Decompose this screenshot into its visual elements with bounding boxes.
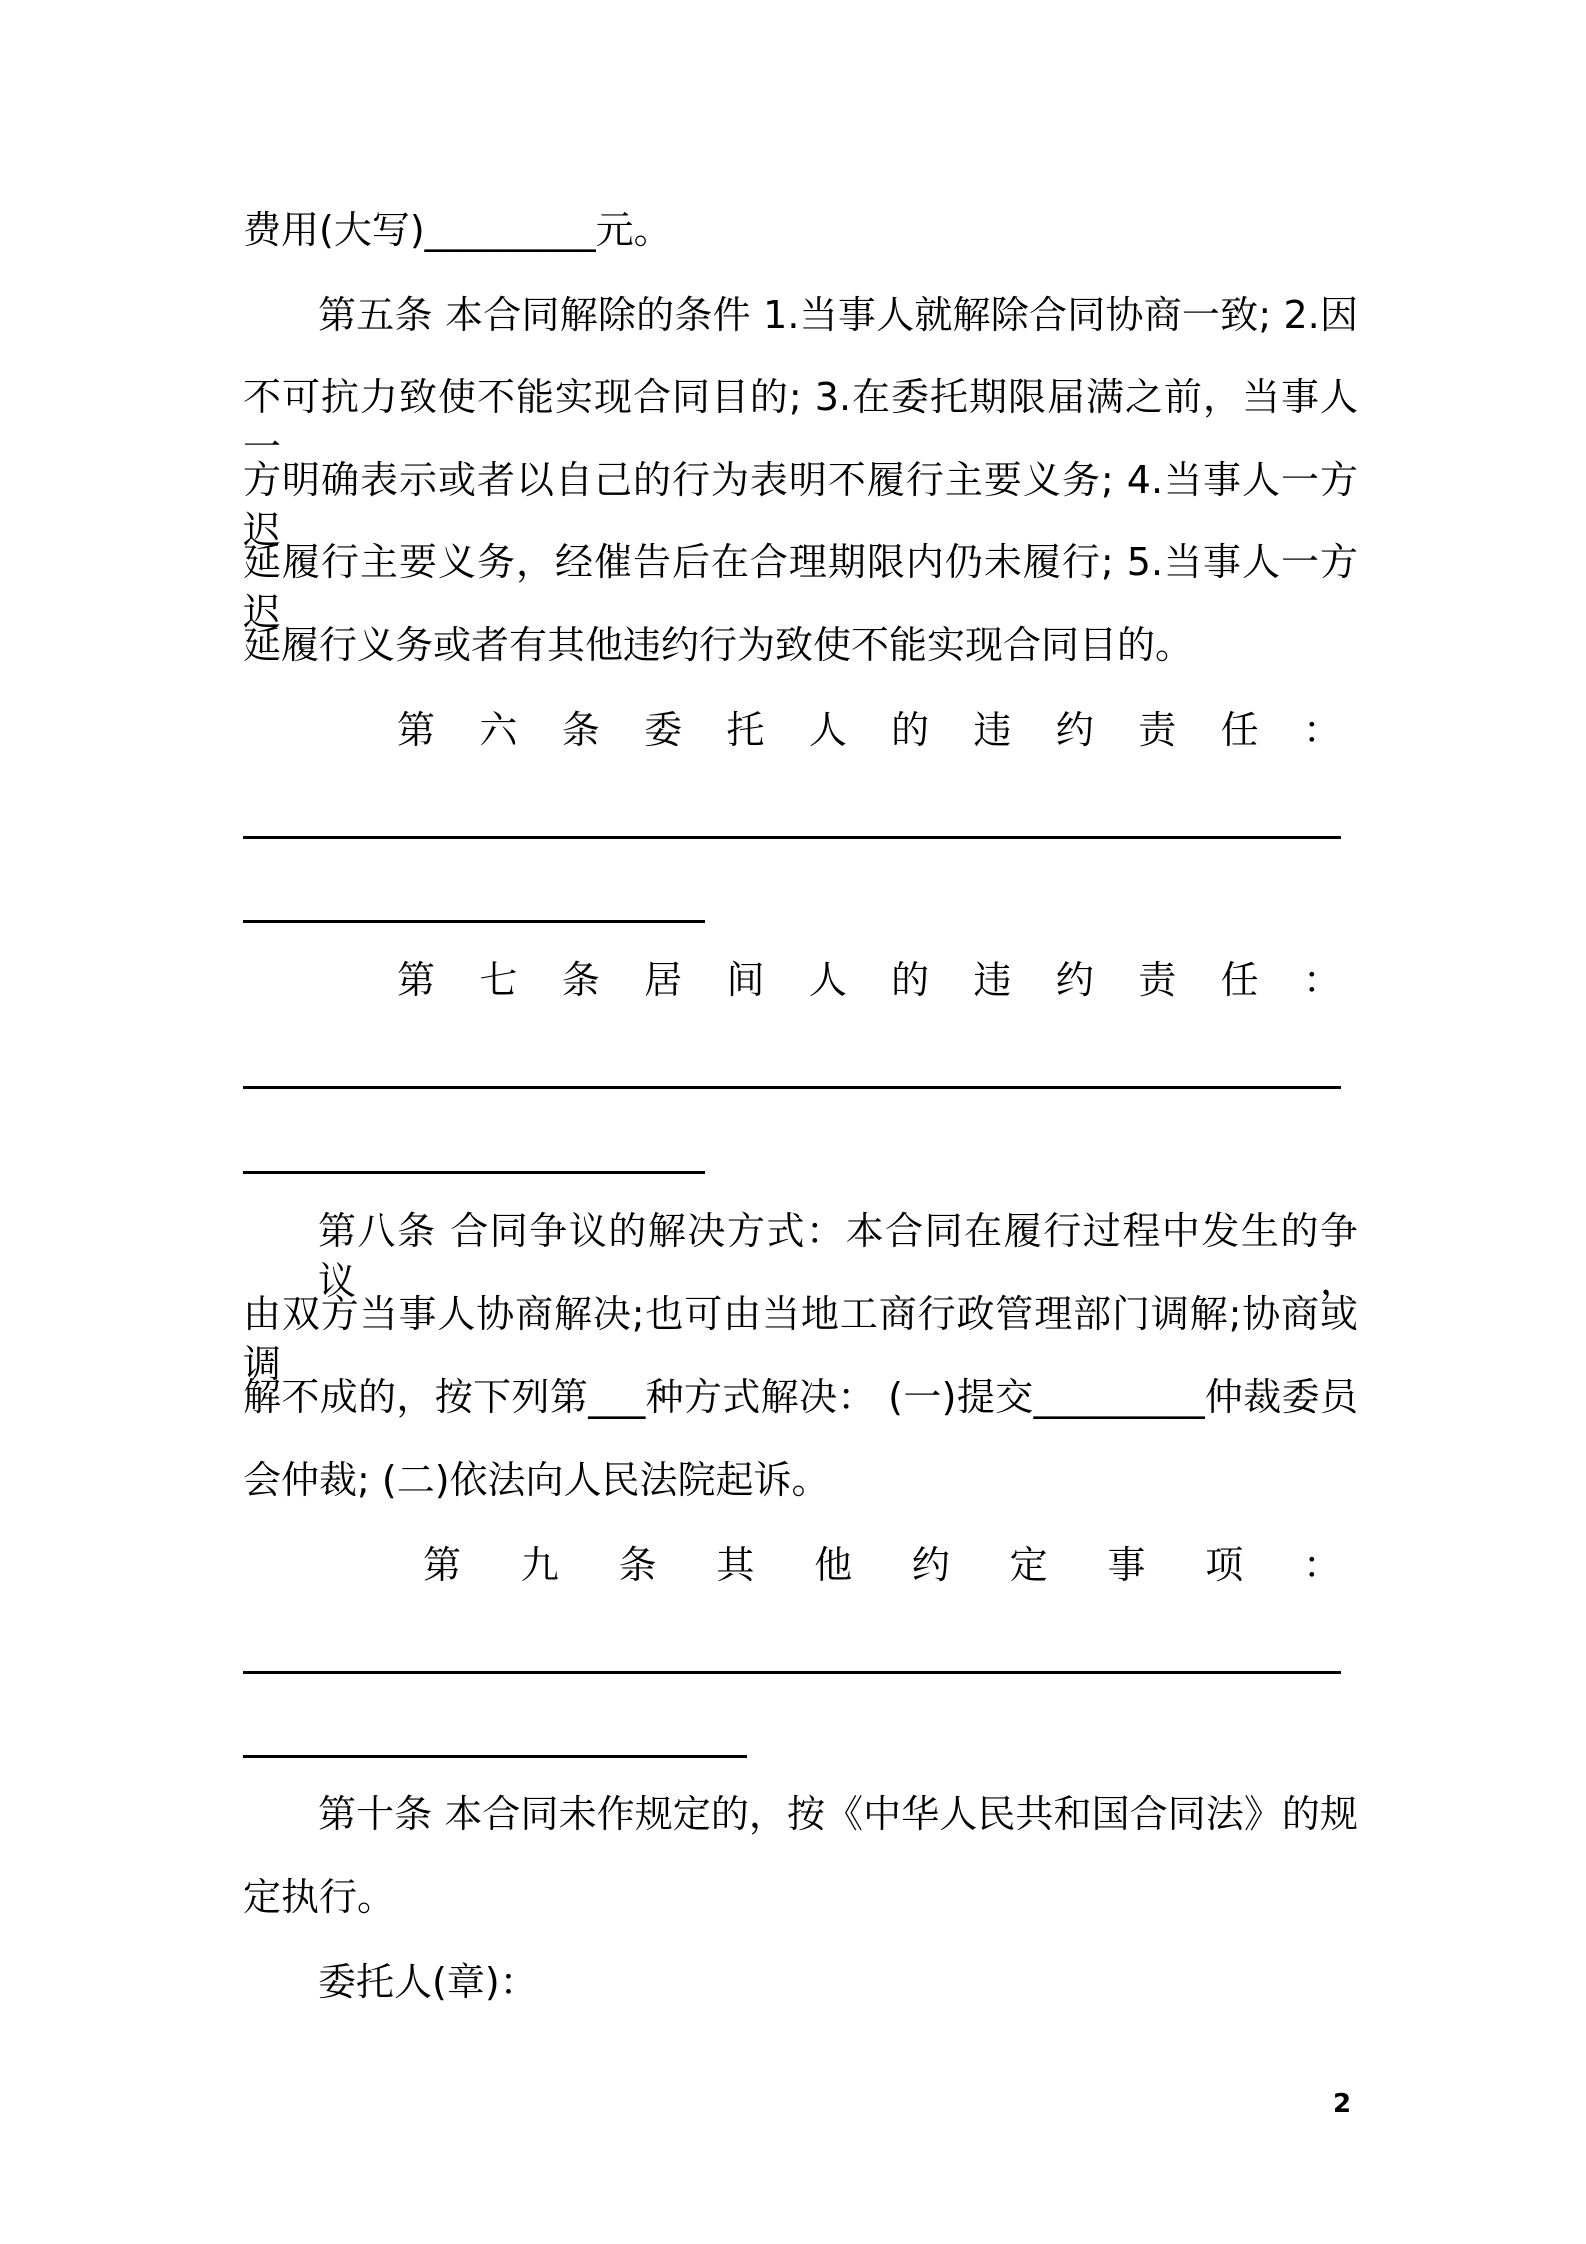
clause8-line-4: 会仲裁; (二)依法向人民法院起诉。 (243, 1458, 830, 1502)
clause9-blank-line-2 (243, 1755, 747, 1758)
clause8-line-2: 由双方当事人协商解决;也可由当地工商行政管理部门调解;协商或调 (243, 1292, 1358, 1386)
clause5-line-3: 方明确表示或者以自己的行为表明不履行主要义务; 4.当事人一方迟 (243, 458, 1358, 552)
clause8-line-3: 解不成的，按下列第___种方式解决： (一)提交_________仲裁委员 (243, 1375, 1358, 1419)
clause5-line-2: 不可抗力致使不能实现合同目的; 3.在委托期限届满之前，当事人一 (243, 375, 1358, 469)
clause9-blank-line-1 (243, 1671, 1341, 1674)
clause8-line-1: 第八条 合同争议的解决方式：本合同在履行过程中发生的争议， (318, 1209, 1358, 1303)
clause9-heading: 第 九 条 其 他 约 定 事 项 ： (423, 1543, 1341, 1587)
clause5-line-5: 延履行义务或者有其他违约行为致使不能实现合同目的。 (243, 623, 1194, 667)
clause5-line-4: 延履行主要义务，经催告后在合理期限内仍未履行; 5.当事人一方迟 (243, 540, 1358, 634)
principal-signature-label: 委托人(章)： (318, 1960, 538, 2004)
clause5-line-1: 第五条 本合同解除的条件 1.当事人就解除合同协商一致; 2.因 (318, 293, 1358, 337)
clause7-blank-line-1 (243, 1086, 1341, 1089)
clause7-heading: 第 七 条 居 间 人 的 违 约 责 任 ： (397, 958, 1341, 1002)
clause6-blank-line-2 (243, 920, 705, 923)
clause6-heading: 第 六 条 委 托 人 的 违 约 责 任 ： (397, 708, 1341, 752)
page-number: 2 (1333, 2089, 1352, 2119)
clause10-line-2: 定执行。 (243, 1875, 396, 1919)
clause10-line-1: 第十条 本合同未作规定的，按《中华人民共和国合同法》的规 (318, 1792, 1358, 1836)
clause7-blank-line-2 (243, 1171, 705, 1174)
clause6-blank-line-1 (243, 836, 1341, 839)
fee-line: 费用(大写)_________元。 (243, 208, 672, 252)
